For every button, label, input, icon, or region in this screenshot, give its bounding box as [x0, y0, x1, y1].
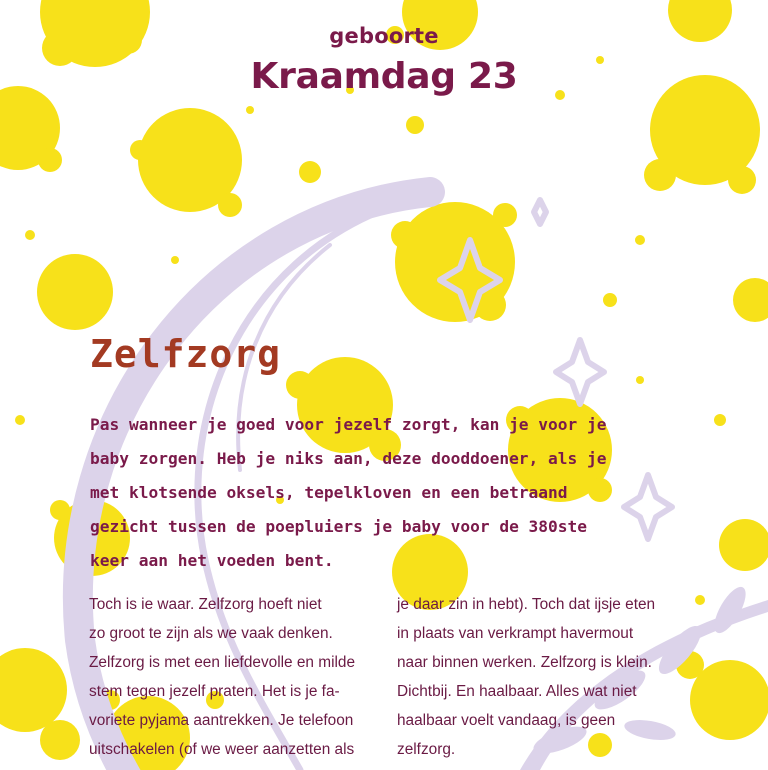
body-line: Toch is ie waar. Zelfzorg hoeft niet: [89, 596, 322, 613]
section-heading: Zelfzorg: [90, 332, 282, 376]
page-title: Kraamdag 23: [250, 56, 518, 97]
intro-line: met klotsende oksels, tepelkloven en een betraand: [90, 483, 568, 502]
body-line: naar binnen werken. Zelfzorg is klein.: [397, 654, 652, 671]
intro-line: baby zorgen. Heb je niks aan, deze dooddoener, als je: [90, 449, 607, 468]
category-label: geboorte: [329, 24, 439, 48]
body-line: zo groot te zijn als we vaak denken.: [89, 625, 333, 642]
body-line: je daar zin in hebt). Toch dat ijsje eten: [397, 596, 656, 613]
intro-line: keer aan het voeden bent.: [90, 551, 334, 570]
intro-line: Pas wanneer je goed voor jezelf zorgt, kan je voor je: [90, 415, 607, 434]
intro-paragraph: [90, 408, 690, 578]
body-line: uitschakelen (of we weer aanzetten als: [89, 741, 355, 758]
body-text-right-column: [397, 590, 697, 764]
body-line: in plaats van verkrampt havermout: [397, 625, 634, 642]
body-line: zelfzorg.: [397, 741, 456, 758]
body-line: Zelfzorg is met een liefdevolle en milde: [89, 654, 356, 671]
body-line: stem tegen jezelf praten. Het is je fa-: [89, 683, 340, 700]
body-line: voriete pyjama aantrekken. Je telefoon: [89, 712, 354, 729]
body-line: Dichtbij. En haalbaar. Alles wat niet: [397, 683, 637, 700]
body-text-left-column: [89, 590, 389, 764]
body-line: haalbaar voelt vandaag, is geen: [397, 712, 616, 729]
intro-line: gezicht tussen de poepluiers je baby voor de 380ste: [90, 517, 588, 536]
